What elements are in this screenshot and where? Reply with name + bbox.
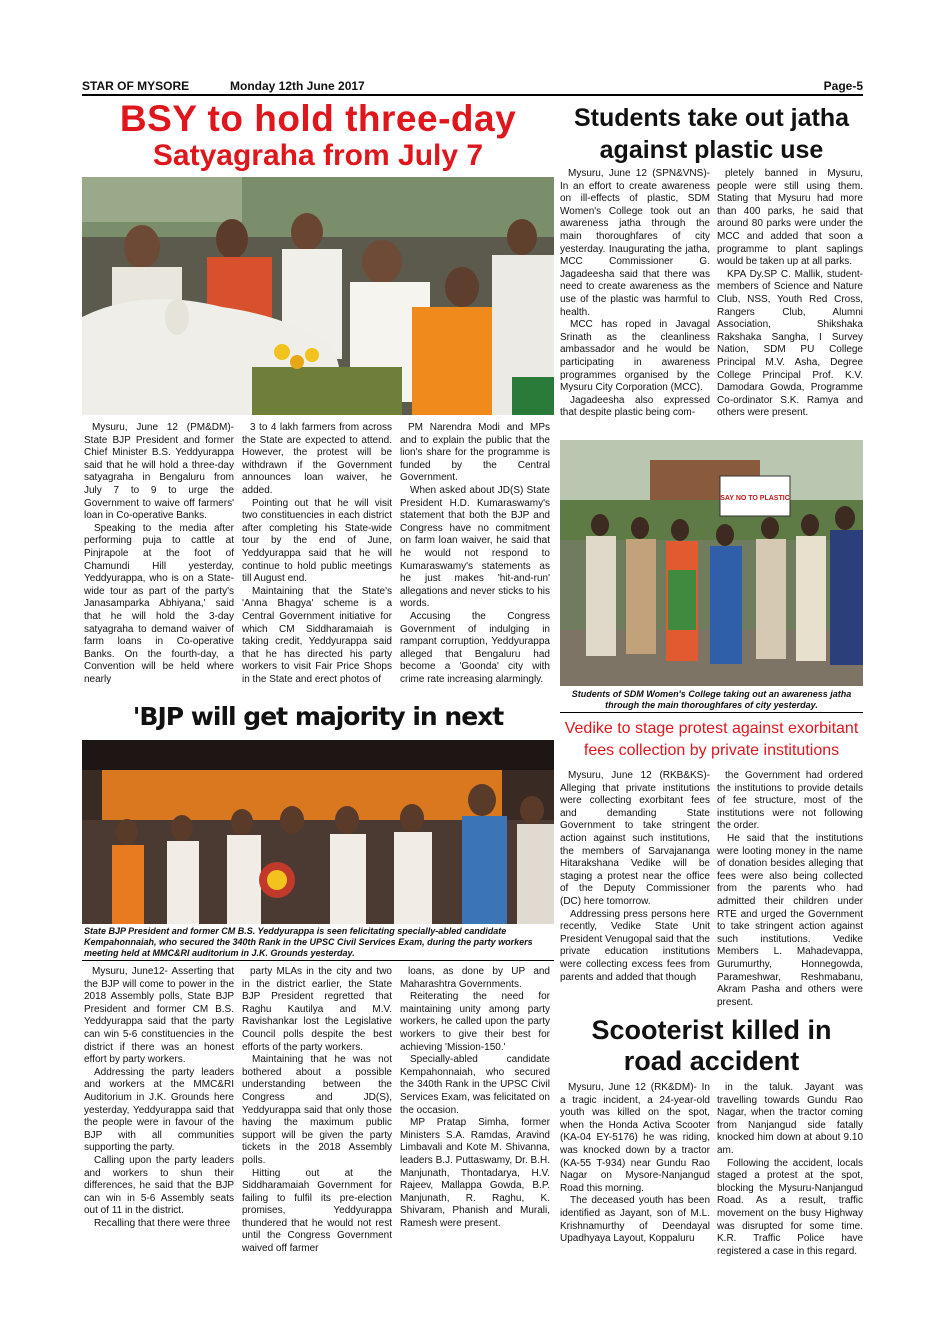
story5-column-2 bbox=[717, 1082, 863, 1264]
story3-caption-line3: meeting held at MMC&RI auditorium in J.K. Grounds yesterday. bbox=[84, 948, 355, 958]
story5-c2-p2: Following the accident, locals staged a protest at the spot, blocking the Mysuru-Nanjangud Road. As a result, traffic movement on the busy Highway was disrupted for some time. K.R. Traffic Police have registered a case in this regard. bbox=[717, 1157, 863, 1257]
story1-headline-line2: Satyagraha from July 7 bbox=[152, 139, 484, 172]
story1-column-3 bbox=[400, 422, 550, 687]
story2-column-1 bbox=[560, 168, 710, 433]
masthead bbox=[82, 78, 863, 94]
story5-c2-p1: in the taluk. Jayant was travelling towards Gundu Rao Nagar, when the tractor coming from Nanjangud side fatally knocked him down at about 9.10 am. bbox=[717, 1082, 863, 1156]
story3-column-2 bbox=[242, 966, 392, 1262]
story2-c1-p2: MCC has roped in Javagal Srinath as the cleanliness ambassador and he would be participating in awareness programmes organised by the Mysuru City Corporation (MCC). bbox=[560, 319, 710, 394]
story1-column-1 bbox=[84, 422, 234, 687]
story4-c1-p1: Mysuru, June 12 (RKB&KS)- Alleging that private institutions were collecting exorbitant fees and demanding State Government to take stringent action against such institutions, the members of Sarvajananga Hitarakshana Vedike will be staging a protest near the office of the Deputy Commissioner (DC) here tomorrow. bbox=[560, 770, 710, 907]
story3-column-3 bbox=[400, 966, 550, 1262]
story5-c1-p2: The deceased youth has been identified as Jayant, son of M.L. Krishnamurthy of Deendayal Upadhyaya Layout, Koppaluru bbox=[560, 1195, 710, 1245]
story5-headline-line2: road accident bbox=[623, 1046, 800, 1076]
story4-c2-p1: the Government had ordered the institutions to provide details of fee structure, most of the institutions were not following the order. bbox=[717, 770, 863, 832]
story1-c3-p2: When asked about JD(S) State President H.D. Kumaraswamy's statement that both the BJP and Congress have no commitment on farm loan waiver, he said that he would not respond to Kumaraswamy's statements as he just makes 'hit-and-run' allegations and never sticks to his words. bbox=[400, 484, 550, 610]
story4-headline-line1: Vedike to stage protest against exorbitant bbox=[564, 720, 859, 737]
story1-c3-p3: Accusing the Congress Government of indulging in rampant corruption, Yeddyurappa alleged that Bengaluru had become a 'Goonda' city with crime rate increasing alarmingly. bbox=[400, 610, 550, 685]
story3-c2-p3: Hitting out at the Siddharamaiah Government for failing to fulfil its pre-election promises, Yeddyurappa thundered that he would not rest until the Congress Government waived off farmer bbox=[242, 1167, 392, 1255]
masthead-rule bbox=[82, 94, 863, 96]
story3-c2-p2: Maintaining that he was not bothered about a possible understanding between the Congress and JD(S), Yeddyurappa said that only those having the maximum public support will be given the party tickets in the 2018 Assembly polls. bbox=[242, 1054, 392, 1166]
story4-headline bbox=[560, 718, 863, 762]
story3-c3-p2: Reiterating the need for maintaining unity among party workers, he called upon the party workers to give their best for achieving 'Mission-150.' bbox=[400, 991, 550, 1053]
story4-c1-p2: Addressing press persons here recently, Vedike State Unit President Venugopal said that the private education institutions were collecting excess fees from parents and added that though bbox=[560, 908, 710, 983]
story1-c2-p1: 3 to 4 lakh farmers from across the State are expected to attend. However, the protest will be withdrawn if the Government announces loan waiver, he added. bbox=[242, 422, 392, 496]
story2-caption-line1: Students of SDM Women's College taking out an awareness jatha bbox=[571, 689, 852, 699]
story3-c1-p3: Calling upon the party leaders and workers to shun their differences, he said that the BJP can win in 5-6 Assembly seats out of 11 in the district. bbox=[84, 1154, 234, 1217]
story3-c1-p1: Mysuru, June12- Asserting that the BJP will come to power in the 2018 Assembly polls, State BJP President and former CM B.S. Yeddyurappa said that the party can win 5-6 constituencies in the district if there was an honest effort by party workers. bbox=[84, 966, 234, 1066]
story3-headline: 'BJP will get majority in next bbox=[132, 702, 504, 731]
story3-photo bbox=[82, 740, 554, 924]
story2-c1-p1: Mysuru, June 12 (SPN&VNS)- In an effort to create awareness on ill-effects of plastic, SDM Women's College took out an awareness jatha through the main thoroughfares of city yesterday. Inaugurating the jatha, MCC Commissioner G. Jagadeesha said that there was need to create awareness as the use of the plastic was harmful to health. bbox=[560, 168, 710, 318]
story2-headline-line1: Students take out jatha bbox=[573, 104, 850, 132]
story3-caption-line1: State BJP President and former CM B.S. Yeddyurappa is seen felicitating specially-abled candidate bbox=[84, 926, 507, 936]
story5-c1-p1: Mysuru, June 12 (RK&DM)- In a tragic incident, a 24-year-old youth was killed on the spot, when the Honda Activa Scooter (KA-04 EY-5176) he was riding, was knocked down by a tractor (KA-55 T-934) near Gundu Rao Nagar on Mysore-Nanjangud Road this morning. bbox=[560, 1082, 710, 1194]
story2-photo bbox=[560, 440, 863, 686]
story1-c1-p2: Speaking to the media after performing puja to cattle at Pinjrapole at the foot of Chamundi Hill yesterday, Yeddyurappa, who is on a State-wide tour as part of the party's Janasamparka Abhiyana,' said that he will hold the 3-day satyagraha to demand waiver of farm loans in Co-operative Banks. On the fourth-day, a Convention will be held where nearly bbox=[84, 522, 234, 685]
story4-headline-line2: fees collection by private institutions bbox=[583, 742, 840, 759]
story2-c2-p1: pletely banned in Mysuru, people were still using them. Stating that Mysuru had more than 400 parks, he said that around 80 parks were under the MCC and added that soon a programme to plant saplings would be taken up at all parks. bbox=[717, 168, 863, 268]
story1-photo bbox=[82, 177, 554, 415]
story1-headline-line1: BSY to hold three-day bbox=[119, 98, 517, 139]
story1-c2-p3: Maintaining that the State's 'Anna Bhagya' scheme is a Central Government initiative for which CM Siddharamaiah is taking credit, Yeddyurappa said that he has directed his party workers to visit Fair Price Shops in the State and erect photos of bbox=[242, 585, 392, 685]
story2-c1-p3: Jagadeesha also expressed that despite plastic being com- bbox=[560, 394, 710, 419]
story4-column-2 bbox=[717, 770, 863, 1010]
page-number: Page-5 bbox=[823, 79, 863, 93]
story2-rule bbox=[560, 712, 863, 713]
story2-caption bbox=[560, 689, 863, 711]
story1-c2-p2: Pointing out that he will visit two constituencies in each district after completing his State-wide tour by the end of June, Yeddyurappa said that he will continue to hold public meetings till August end. bbox=[242, 497, 392, 585]
story5-column-1 bbox=[560, 1082, 710, 1264]
story4-column-1 bbox=[560, 770, 710, 1010]
story3-c3-p4: MP Pratap Simha, former Ministers S.A. Ramdas, Aravind Limbavali and Kote M. Shivanna, leaders B.J. Puttaswamy, Dr. B.H. Manjunath, Thontadarya, H.V. Rajeev, Mallappa Gowda, B.P. Manjunath, R. Raghu, K. Shivaram, Phanish and Murali, Ramesh were present. bbox=[400, 1117, 550, 1229]
story3-c3-p1: loans, as done by UP and Maharashtra Governments. bbox=[400, 966, 550, 990]
story3-c2-p1: party MLAs in the city and two in the district earlier, the State BJP President regretted that Raghu Kautilya and M.V. Ravishankar lost the Legislative Council polls despite the best efforts of the party workers. bbox=[242, 966, 392, 1053]
story2-column-2 bbox=[717, 168, 863, 433]
story2-c2-p2: KPA Dy.SP C. Mallik, student-members of Science and Nature Club, NSS, Youth Red Cross, Rangers Club, Alumni Association, Shikshaka Rakshaka Sangha, I Survey Nation, SDM PU College Principal M.V. Asha, Degree College Principal Prof. K.V. Damodara Gowda, Programme Co-ordinator S.K. Ramya and others were present. bbox=[717, 268, 863, 419]
story3-column-1 bbox=[84, 966, 234, 1262]
placard-text: SAY NO TO PLASTIC bbox=[720, 495, 790, 502]
story1-c1-p1: Mysuru, June 12 (PM&DM)- State BJP President and former Chief Minister B.S. Yeddyurappa said that he will hold a three-day satyagraha in Bengaluru from July 7 to 9 to urge the Government to waive off farmers' loan in Co-operative Banks. bbox=[84, 422, 234, 522]
story4-c2-p2: He said that the institutions were looting money in the name of donation besides alleging that fees were also being collected from the parents who had admitted their children under RTE and urged the Government to take stringent action against such institutions. Vedike Members L. Mahadevappa, Gurumurthy, Honnegowda, Parameshwar, Reshmabanu, Akram Pasha and others were present. bbox=[717, 832, 863, 1008]
story5-headline-line1: Scooterist killed in bbox=[591, 1015, 832, 1045]
story1-column-2 bbox=[242, 422, 392, 687]
story1-c3-p1: PM Narendra Modi and MPs and to explain the public that the lion's share for the programme is funded by the Central Government. bbox=[400, 422, 550, 484]
story3-c1-p4: Recalling that there were three bbox=[94, 1217, 231, 1229]
issue-date: Monday 12th June 2017 bbox=[230, 79, 365, 93]
story3-caption-line2: Kempahonnaiah, who secured the 340th Rank in the UPSC Civil Services Exam, during the party workers bbox=[84, 937, 533, 947]
story2-headline-line2: against plastic use bbox=[599, 136, 824, 164]
story3-c3-p3: Specially-abled candidate Kempahonnaiah, who secured the 340th Rank in the UPSC Civil Services Exam, was felicitated on the occasion. bbox=[400, 1054, 550, 1116]
paper-name: STAR OF MYSORE bbox=[82, 79, 190, 93]
story3-rule bbox=[82, 960, 554, 961]
story2-caption-line2: through the main thoroughfares of city yesterday. bbox=[605, 700, 818, 710]
story3-c1-p2: Addressing the party leaders and workers at the MMC&RI Auditorium in J.K. Grounds here yesterday, Yeddyurappa said that the people were in favour of the BJP with all communities supporting the party. bbox=[84, 1066, 234, 1154]
story3-caption bbox=[84, 926, 554, 959]
